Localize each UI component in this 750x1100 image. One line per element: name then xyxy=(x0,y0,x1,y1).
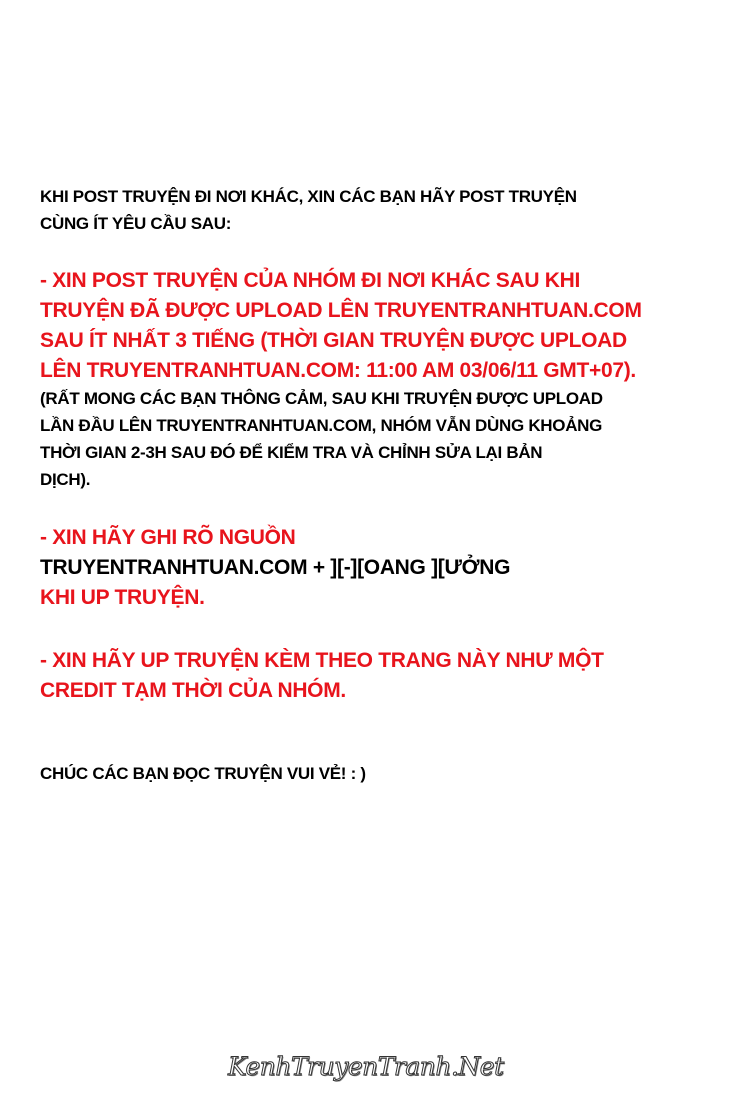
rule-line: TRUYỆN ĐÃ ĐƯỢC UPLOAD LÊN TRUYENTRANHTUAN.COM xyxy=(40,299,642,322)
rule-line: LÊN TRUYENTRANHTUAN.COM: 11:00 AM 03/06/11 GMT+07). xyxy=(40,359,636,382)
intro-line: CÙNG ÍT YÊU CẦU SAU: xyxy=(40,214,232,233)
rule-tail: KHI UP TRUYỆN. xyxy=(40,586,205,609)
intro-paragraph xyxy=(40,183,577,237)
rule-line: - XIN HÃY UP TRUYỆN KÈM THEO TRANG NÀY NHƯ MỘT xyxy=(40,649,604,672)
note-line: LẦN ĐẦU LÊN TRUYENTRANHTUAN.COM, NHÓM VẪN DÙNG KHOẢNG xyxy=(40,416,603,435)
closing-message: CHÚC CÁC BẠN ĐỌC TRUYỆN VUI VẺ! : ) xyxy=(40,764,366,783)
note-line: THỜI GIAN 2-3H SAU ĐÓ ĐỂ KIỂM TRA VÀ CHỈNH SỬA LẠI BẢN xyxy=(40,443,543,462)
rule-credit-source xyxy=(40,523,510,613)
rule-line: CREDIT TẠM THỜI CỦA NHÓM. xyxy=(40,679,346,702)
rule-include-credit-page xyxy=(40,646,604,706)
rule-post-delay-note xyxy=(40,385,603,493)
rule-line: SAU ÍT NHẤT 3 TIẾNG (THỜI GIAN TRUYỆN ĐƯỢC UPLOAD xyxy=(40,329,627,352)
rule-heading: - XIN HÃY GHI RÕ NGUỒN xyxy=(40,526,296,549)
note-line: DỊCH). xyxy=(40,470,91,489)
intro-line: KHI POST TRUYỆN ĐI NƠI KHÁC, XIN CÁC BẠN HÃY POST TRUYỆN xyxy=(40,187,577,206)
site-watermark: KenhTruyenTranh.Net xyxy=(228,1052,504,1081)
source-credit: TRUYENTRANHTUAN.COM + ][-][OANG ][ƯỞNG xyxy=(40,556,511,579)
note-line: (RẤT MONG CÁC BẠN THÔNG CẢM, SAU KHI TRUYỆN ĐƯỢC UPLOAD xyxy=(40,389,603,408)
rule-post-delay xyxy=(40,266,642,386)
rule-line: - XIN POST TRUYỆN CỦA NHÓM ĐI NƠI KHÁC SAU KHI xyxy=(40,269,581,292)
